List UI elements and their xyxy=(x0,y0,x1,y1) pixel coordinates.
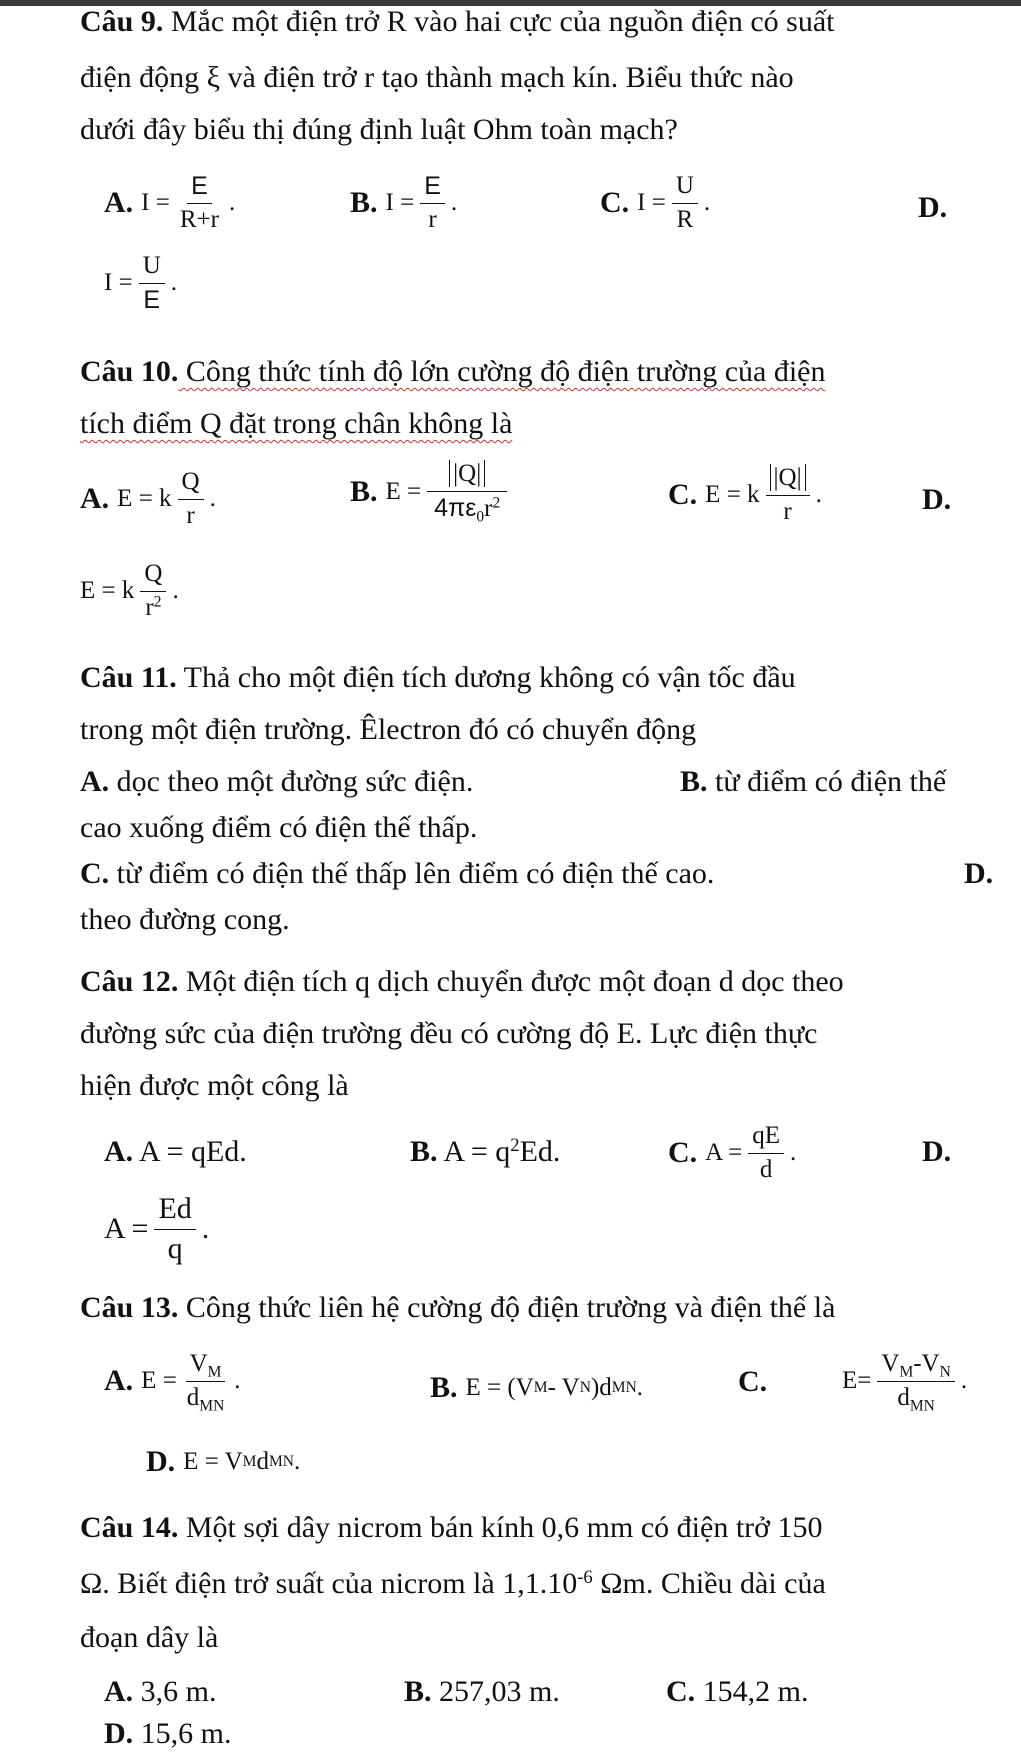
q13-c-num-s1: M xyxy=(899,1363,914,1381)
q13-option-c-formula-wrap xyxy=(842,1350,967,1413)
q11-text-1: Thả cho một điện tích dương không có vận tốc đầu xyxy=(176,661,796,694)
q13-option-d-formula: E = V M d MN . xyxy=(183,1436,300,1488)
q10-b-num-text: |Q| xyxy=(449,460,485,487)
q14-text-2a: Ω. Biết điện trở suất của nicrom là 1,1.10 xyxy=(80,1567,578,1600)
q10-option-c-label: C. xyxy=(668,478,698,512)
q9-d-lhs: I = xyxy=(104,269,133,297)
q10-b-den-sup: 2 xyxy=(492,494,501,512)
q9-option-d-formula xyxy=(104,252,177,315)
q14-option-d-label: D. xyxy=(104,1717,134,1750)
q10-option-d-formula-line xyxy=(80,560,179,623)
q9-c-tail: . xyxy=(703,189,711,217)
q11-option-a[interactable] xyxy=(80,756,473,808)
q13-option-a[interactable] xyxy=(104,1350,241,1413)
q13-a-num-sub: M xyxy=(207,1363,222,1381)
q10-b-den xyxy=(430,492,504,524)
q10-option-b[interactable] xyxy=(350,460,513,524)
q14-option-b-label: B. xyxy=(404,1675,432,1708)
q10-c-num-text: |Q| xyxy=(770,464,806,491)
q13-option-d[interactable] xyxy=(146,1436,300,1488)
q12-line-2: đường sức của điện trường đều có cường độ E. Lực điện thực xyxy=(80,1017,818,1050)
q14-line-1 xyxy=(80,1502,823,1554)
q10-option-b-label: B. xyxy=(350,474,378,508)
q9-line-1 xyxy=(80,0,834,48)
q13-c-den-sub: MN xyxy=(909,1397,935,1415)
q13-d-1: E = V xyxy=(183,1448,243,1475)
q9-line-2: điện động ξ và điện trở r tạo thành mạch kín. Biểu thức nào xyxy=(80,61,794,94)
q10-text-2: tích điểm Q đặt trong chân không là xyxy=(80,407,513,440)
q12-option-c-formula xyxy=(705,1122,796,1185)
q13-a-den-base: d xyxy=(186,1383,200,1411)
q12-option-a-label: A. xyxy=(104,1135,134,1168)
q13-c-num xyxy=(877,1350,954,1382)
q12-option-b-text-1: A = q xyxy=(437,1135,511,1168)
q10-title: Câu 10. xyxy=(80,355,179,388)
q9-line-3: dưới đây biểu thị đúng định luật Ohm toàn mạch? xyxy=(80,113,678,146)
q10-option-c[interactable] xyxy=(668,464,822,527)
q10-d-den-sup: 2 xyxy=(153,593,162,611)
q13-option-b[interactable] xyxy=(430,1362,643,1414)
q10-text-1: Công thức tính độ lớn cường độ điện trường của điện xyxy=(178,355,826,388)
q11-line-2: trong một điện trường. Êlectron đó có chuyển động xyxy=(80,713,697,746)
q12-d-lhs: A = xyxy=(104,1212,149,1245)
q11-option-d[interactable] xyxy=(964,848,993,900)
q10-a-tail: . xyxy=(209,485,216,513)
q10-c-tail: . xyxy=(815,481,822,509)
q13-a-lhs: E = xyxy=(141,1367,177,1395)
q9-a-den: R+r xyxy=(179,205,219,233)
q10-a-den: r xyxy=(186,501,195,529)
q11-option-a-label: A. xyxy=(80,765,110,798)
q10-line-2 xyxy=(80,398,512,450)
q14-option-b-text: 257,03 m. xyxy=(431,1675,560,1708)
q12-option-b[interactable] xyxy=(410,1126,560,1178)
q13-b-tail: . xyxy=(636,1374,644,1401)
q12-option-d[interactable] xyxy=(922,1126,951,1178)
q11-option-c[interactable] xyxy=(80,848,714,900)
q13-c-num-1: V xyxy=(881,1350,900,1377)
q11-option-d-text: theo đường cong. xyxy=(80,903,290,936)
q9-option-c-formula xyxy=(637,172,710,235)
q13-d-tail: . xyxy=(293,1448,301,1475)
q11-line-1 xyxy=(80,652,796,704)
q12-option-a-text: A = qEd. xyxy=(133,1135,247,1168)
q10-a-num: Q xyxy=(178,468,204,500)
q12-option-c[interactable] xyxy=(668,1122,796,1185)
q12-option-a[interactable] xyxy=(104,1126,247,1178)
q11-option-a-text: dọc theo một đường sức điện. xyxy=(109,765,474,798)
q10-option-c-formula xyxy=(705,464,822,527)
q10-d-num: Q xyxy=(140,560,166,592)
q13-c-den-base: d xyxy=(897,1383,910,1411)
q12-c-tail: . xyxy=(789,1139,797,1167)
q11-option-d-label: D. xyxy=(964,857,994,890)
q13-b-3: )d xyxy=(590,1374,612,1401)
q9-option-c[interactable] xyxy=(600,172,710,235)
q13-option-a-formula xyxy=(141,1350,240,1413)
q13-c-den xyxy=(893,1382,938,1413)
q11-option-b[interactable] xyxy=(680,756,946,808)
q14-text-2-sup: -6 xyxy=(577,1566,593,1588)
q13-option-d-label: D. xyxy=(146,1445,176,1478)
q12-option-b-sup: 2 xyxy=(510,1134,520,1156)
q14-line-3: đoạn dây là xyxy=(80,1621,219,1654)
q9-option-b-formula xyxy=(386,172,458,235)
q13-option-a-label: A. xyxy=(104,1364,134,1398)
q12-option-b-label: B. xyxy=(410,1135,438,1168)
q9-b-lhs: I = xyxy=(385,189,415,217)
q9-d-num: U xyxy=(139,252,165,284)
q13-option-c-formula xyxy=(842,1350,967,1413)
q10-b-num xyxy=(427,460,507,492)
q11-option-c-text: từ điểm có điện thế thấp lên điểm có điện thế cao. xyxy=(109,857,715,890)
q9-option-a[interactable] xyxy=(104,172,235,235)
q13-b-1: E = (V xyxy=(465,1374,534,1401)
q13-option-c-label: C. xyxy=(738,1365,768,1398)
q9-option-d-label: D. xyxy=(918,191,948,224)
q12-option-d-formula xyxy=(104,1192,209,1266)
q10-a-lhs: E = k xyxy=(117,485,172,513)
q9-text-1: Mắc một điện trở R vào hai cực của nguồn điện có suất xyxy=(163,5,835,38)
q11-option-b-label: B. xyxy=(680,765,708,798)
q10-b-den-sub: 0 xyxy=(476,508,485,526)
q12-c-num: qE xyxy=(748,1122,784,1154)
q10-d-lhs: E = k xyxy=(80,577,135,605)
q9-option-d[interactable] xyxy=(918,182,955,234)
q14-option-b[interactable] xyxy=(404,1666,560,1718)
q10-b-lhs: E = xyxy=(385,477,422,505)
q9-a-num: E xyxy=(187,172,212,204)
q13-a-num-base: V xyxy=(189,1350,208,1377)
q13-a-tail: . xyxy=(234,1367,241,1395)
q13-option-b-formula: E = (V M - V N )d MN . xyxy=(466,1362,644,1414)
q14-option-a-text: 3,6 m. xyxy=(133,1675,217,1708)
q14-title: Câu 14. xyxy=(80,1511,179,1544)
q12-line-1 xyxy=(80,956,844,1008)
q9-b-den: r xyxy=(428,205,437,233)
q13-line-1 xyxy=(80,1282,835,1334)
q12-c-den: d xyxy=(759,1155,773,1183)
q14-option-c-text: 154,2 m. xyxy=(695,1675,809,1708)
q9-option-c-label: C. xyxy=(600,186,630,220)
q13-b-2: - V xyxy=(547,1374,580,1401)
q14-option-d[interactable] xyxy=(104,1708,232,1760)
q10-option-d[interactable] xyxy=(922,474,959,526)
q9-option-d-formula-line xyxy=(104,252,177,315)
q10-option-a-formula xyxy=(117,468,216,531)
q14-option-c-label: C. xyxy=(666,1675,696,1708)
q13-c-tail: . xyxy=(960,1367,968,1395)
q10-b-den-b: r xyxy=(484,494,493,522)
q11-option-b-continued: cao xuống điểm có điện thế thấp. xyxy=(80,811,478,844)
q10-c-lhs: E = k xyxy=(705,481,760,509)
q12-title: Câu 12. xyxy=(80,965,179,998)
q9-d-den: E xyxy=(143,285,161,314)
q9-c-den: R xyxy=(676,205,694,233)
q12-d-num: Ed xyxy=(154,1192,195,1230)
q9-a-lhs: I = xyxy=(141,189,170,217)
q13-a-num xyxy=(186,1350,226,1382)
q10-b-den-a: 4πε xyxy=(434,493,477,522)
q12-option-c-label: C. xyxy=(668,1136,698,1170)
q14-option-c[interactable] xyxy=(666,1666,809,1718)
q9-c-lhs: I = xyxy=(637,189,666,217)
q10-d-den xyxy=(141,592,165,623)
q12-c-lhs: A = xyxy=(705,1139,743,1167)
q14-text-1: Một sợi dây nicrom bán kính 0,6 mm có điện trở 150 xyxy=(178,1511,823,1544)
q10-c-num xyxy=(766,464,810,496)
q10-option-d-label: D. xyxy=(922,483,952,516)
q13-title: Câu 13. xyxy=(80,1291,179,1324)
q13-a-den xyxy=(183,1382,228,1413)
q11-option-c-label: C. xyxy=(80,857,110,890)
q12-d-tail: . xyxy=(201,1212,210,1245)
q9-option-b[interactable] xyxy=(350,172,457,235)
q13-option-b-label: B. xyxy=(430,1371,458,1404)
q13-a-den-sub: MN xyxy=(199,1397,225,1415)
q13-option-c[interactable] xyxy=(738,1356,767,1408)
q9-option-a-label: A. xyxy=(104,186,134,220)
q14-text-2b: Ωm. Chiều dài của xyxy=(592,1567,826,1600)
q13-c-lhs: E= xyxy=(842,1367,872,1395)
q13-text: Công thức liên hệ cường độ điện trường và điện thế là xyxy=(178,1291,836,1324)
q9-b-num: E xyxy=(420,172,445,204)
q9-option-a-formula xyxy=(141,172,235,235)
q11-option-b-text: từ điểm có điện thế xyxy=(707,765,947,798)
q12-option-d-formula-line xyxy=(104,1192,209,1266)
q10-option-a[interactable] xyxy=(80,468,216,531)
q10-option-d-formula xyxy=(80,560,179,623)
q12-d-den: q xyxy=(167,1231,183,1265)
q10-d-den-base: r xyxy=(145,593,154,621)
q13-d-2: d xyxy=(256,1448,269,1475)
q9-c-num: U xyxy=(672,172,698,204)
q10-d-tail: . xyxy=(172,577,179,605)
q9-title: Câu 9. xyxy=(80,5,164,38)
q10-option-b-formula xyxy=(386,460,514,524)
q12-option-d-label: D. xyxy=(922,1135,952,1168)
q10-c-den: r xyxy=(783,497,792,525)
q14-line-2 xyxy=(80,1558,826,1610)
q9-d-tail: . xyxy=(170,269,177,297)
q12-option-b-text-2: Ed. xyxy=(519,1135,561,1168)
q10-option-a-label: A. xyxy=(80,482,110,516)
q12-line-3: hiện được một công là xyxy=(80,1069,349,1102)
q10-line-1 xyxy=(80,346,825,398)
q14-option-d-text: 15,6 m. xyxy=(133,1717,232,1750)
q9-b-tail: . xyxy=(450,189,458,217)
q9-option-b-label: B. xyxy=(350,186,378,220)
q13-c-num-2: -V xyxy=(913,1350,940,1377)
q11-title: Câu 11. xyxy=(80,661,177,694)
q9-a-tail: . xyxy=(228,189,236,217)
q14-option-a-label: A. xyxy=(104,1675,134,1708)
q12-text-1: Một điện tích q dịch chuyển được một đoạn d dọc theo xyxy=(178,965,844,998)
q13-c-num-s2: N xyxy=(939,1363,951,1381)
